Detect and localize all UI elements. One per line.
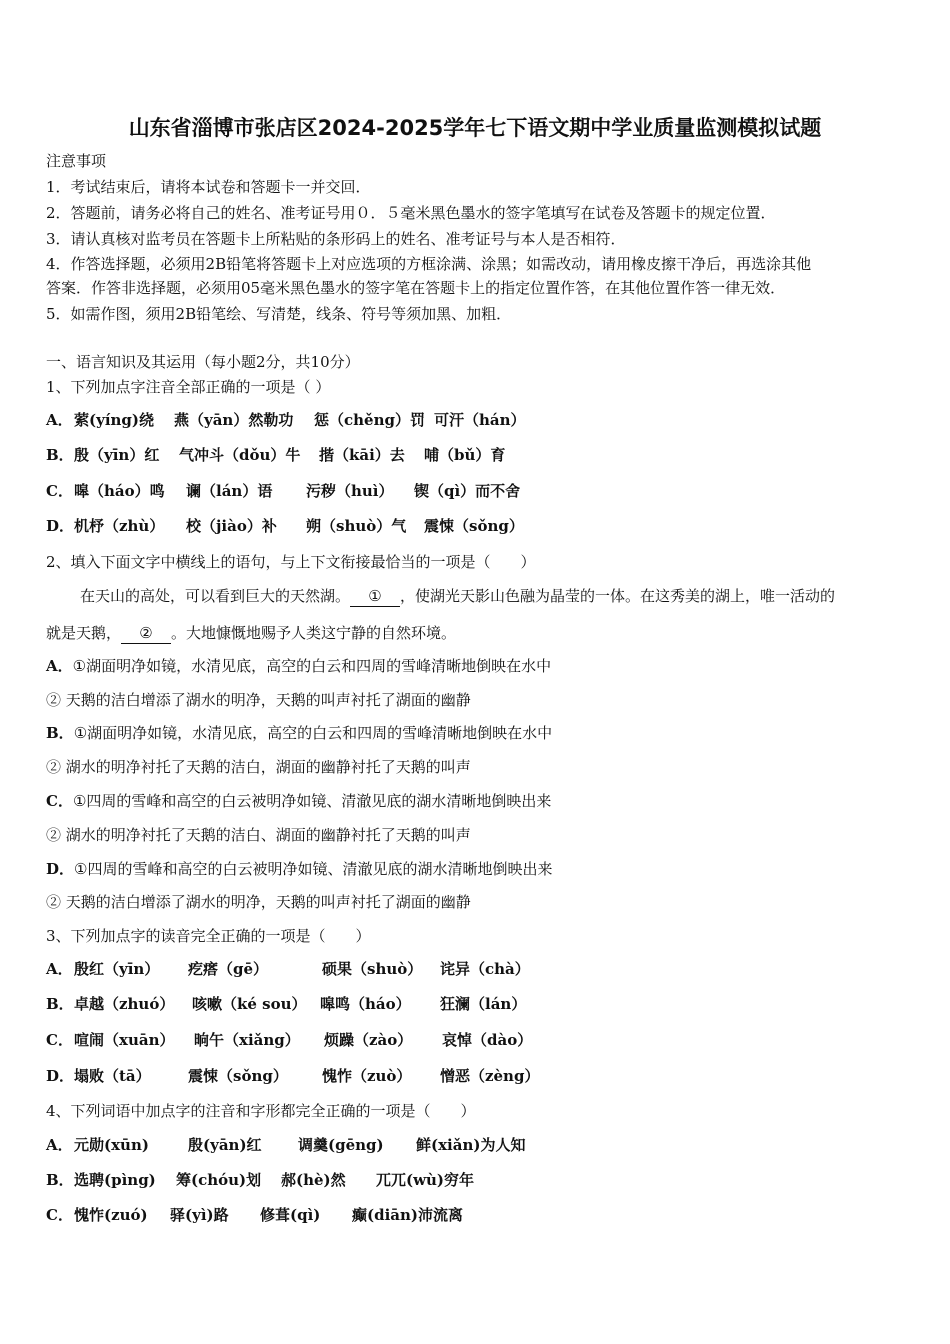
option-label: A．	[46, 1136, 73, 1154]
option-text: ①四周的雪峰和高空的白云被明净如镜、清澈见底的湖水清晰地倒映出来	[74, 860, 553, 878]
option-item: 燕（yān）然勒功	[174, 411, 294, 429]
option-item: 殷（yīn）红	[74, 446, 160, 464]
option-item: 嗥（háo）鸣	[74, 482, 165, 500]
q1-option-b[interactable]	[46, 445, 505, 465]
option-item: 震悚（sǒng）	[188, 1067, 288, 1085]
question-1-stem: 1、下列加点字注音全部正确的一项是（ ）	[46, 378, 331, 396]
option-item: 郝(hè)然	[281, 1171, 346, 1189]
option-item: 污秽（huì）	[306, 482, 394, 500]
passage-text: 就是天鹅，	[46, 624, 122, 642]
option-label: D．	[46, 1067, 75, 1085]
option-item: 狂澜（lán）	[440, 995, 527, 1013]
q2-option-a-line2: ② 天鹅的洁白增添了湖水的明净，天鹅的叫声衬托了湖面的幽静	[46, 691, 471, 709]
option-item: 殷红（yīn）	[74, 960, 160, 978]
notice-heading: 注意事项	[46, 152, 107, 170]
option-item: 可汗（hán）	[434, 411, 526, 429]
option-item: 元勋(xūn)	[74, 1136, 149, 1154]
q2-option-d[interactable]	[46, 859, 552, 879]
option-item: 惩（chěng）罚	[314, 411, 425, 429]
q1-option-a[interactable]	[46, 410, 526, 430]
blank-1: ①	[350, 586, 400, 607]
option-item: 硕果（shuò）	[322, 960, 423, 978]
q3-option-d[interactable]	[46, 1066, 539, 1086]
option-item: 癫(diān)沛流离	[352, 1206, 464, 1224]
option-item: 选聘(pìng)	[74, 1171, 156, 1189]
option-item: 疙瘩（gē）	[188, 960, 269, 978]
option-label: C．	[46, 792, 73, 810]
notice-item: 1．考试结束后，请将本试卷和答题卡一并交回．	[46, 178, 371, 196]
passage-text: 。大地慷慨地赐予人类这宁静的自然环境。	[171, 624, 457, 642]
q2-option-c[interactable]	[46, 791, 551, 811]
q1-option-c[interactable]	[46, 481, 520, 501]
notice-item: 5．如需作图，须用2B铅笔绘、写清楚，线条、符号等须加黑、加粗．	[46, 305, 512, 323]
question-4-stem: 4、下列词语中加点字的注音和字形都完全正确的一项是（ ）	[46, 1102, 476, 1120]
option-item: 诧异（chà）	[440, 960, 530, 978]
notice-item: 3．请认真核对监考员在答题卡上所粘贴的条形码上的姓名、准考证号与本人是否相符．	[46, 230, 626, 248]
q2-option-a[interactable]	[46, 656, 551, 676]
option-item: 殷(yān)红	[188, 1136, 262, 1154]
option-label: A．	[46, 960, 73, 978]
q2-passage-line-1	[80, 586, 835, 607]
option-item: 筹(chóu)划	[176, 1171, 262, 1189]
page-title: 山东省淄博市张店区2024-2025学年七下语文期中学业质量监测模拟试题	[128, 116, 822, 140]
option-item: 哀悼（dào）	[442, 1031, 533, 1049]
q4-option-a[interactable]	[46, 1135, 525, 1155]
option-label: B．	[46, 724, 74, 742]
option-item: 萦(yíng)绕	[74, 411, 155, 429]
option-item: 调羹(gēng)	[298, 1136, 384, 1154]
option-text: ①湖面明净如镜，水清见底，高空的白云和四周的雪峰清晰地倒映在水中	[72, 657, 552, 675]
option-label: C．	[46, 1031, 73, 1049]
notice-item: 4．作答选择题，必须用2B铅笔将答题卡上对应选项的方框涂满、涂黑；如需改动，请用橡皮擦干净后，再选涂其他	[46, 255, 812, 273]
passage-text: ，使湖光天影山色融为晶莹的一体。在这秀美的湖上，唯一活动的	[400, 587, 836, 605]
option-item: 锲（qì）而不舍	[414, 482, 521, 500]
section-heading: 一、语言知识及其运用（每小题2分，共10分）	[46, 353, 360, 371]
blank-2: ②	[121, 623, 171, 644]
option-label: B．	[46, 1171, 74, 1189]
q3-option-c[interactable]	[46, 1030, 532, 1050]
q4-option-b[interactable]	[46, 1170, 474, 1190]
option-label: C．	[46, 1206, 73, 1224]
option-item: 嗥鸣（háo）	[320, 995, 411, 1013]
option-item: 烦躁（zào）	[324, 1031, 413, 1049]
option-item: 鲜(xiǎn)为人知	[416, 1136, 526, 1154]
notice-item: 答案．作答非选择题，必须用05毫米黑色墨水的签字笔在答题卡上的指定位置作答，在其他位置作答一律无效．	[46, 279, 786, 297]
option-item: 晌午（xiǎng）	[194, 1031, 300, 1049]
notice-item: 2．答题前，请务必将自己的姓名、准考证号用０．５毫米黑色墨水的签字笔填写在试卷及答题卡的规定位置．	[46, 204, 776, 222]
option-label: D．	[46, 517, 75, 535]
q2-option-c-line2: ② 湖水的明净衬托了天鹅的洁白、湖面的幽静衬托了天鹅的叫声	[46, 826, 471, 844]
option-item: 兀兀(wù)穷年	[376, 1171, 475, 1189]
option-text: ①四周的雪峰和高空的白云被明净如镜、清澈见底的湖水清晰地倒映出来	[72, 792, 552, 810]
option-item: 驿(yì)路	[170, 1206, 229, 1224]
option-item: 揩（kāi）去	[319, 446, 405, 464]
option-item: 喧闹（xuān）	[74, 1031, 175, 1049]
q2-option-d-line2: ② 天鹅的洁白增添了湖水的明净，天鹅的叫声衬托了湖面的幽静	[46, 893, 471, 911]
q2-option-b-line2: ② 湖水的明净衬托了天鹅的洁白，湖面的幽静衬托了天鹅的叫声	[46, 758, 471, 776]
option-item: 憎恶（zèng）	[440, 1067, 540, 1085]
option-label: B．	[46, 995, 74, 1013]
option-label: B．	[46, 446, 74, 464]
option-item: 愧怍(zuó)	[74, 1206, 148, 1224]
question-3-stem: 3、下列加点字的读音完全正确的一项是（ ）	[46, 927, 371, 945]
option-item: 咳嗽（ké sou）	[192, 995, 307, 1013]
option-item: 朔（shuò）气	[306, 517, 407, 535]
option-item: 谰（lán）语	[186, 482, 273, 500]
q3-option-b[interactable]	[46, 994, 526, 1014]
option-item: 愧怍（zuò）	[322, 1067, 412, 1085]
q2-passage-line-2	[46, 623, 456, 644]
option-label: A．	[46, 411, 73, 429]
q1-option-d[interactable]	[46, 516, 524, 536]
q4-option-c[interactable]	[46, 1205, 463, 1225]
q3-option-a[interactable]	[46, 959, 530, 979]
option-item: 气冲斗（dǒu）牛	[179, 446, 301, 464]
passage-text: 在天山的高处，可以看到巨大的天然湖。	[80, 587, 351, 605]
q2-option-b[interactable]	[46, 723, 552, 743]
question-2-stem: 2、填入下面文字中横线上的语句，与上下文衔接最恰当的一项是（ ）	[46, 553, 536, 571]
option-item: 哺（bǔ）育	[424, 446, 506, 464]
option-text: ①湖面明净如镜，水清见底，高空的白云和四周的雪峰清晰地倒映在水中	[73, 724, 553, 742]
option-item: 机杼（zhù）	[74, 517, 165, 535]
option-item: 塌败（tā）	[74, 1067, 151, 1085]
option-label: A．	[46, 657, 73, 675]
option-label: C．	[46, 482, 73, 500]
option-item: 卓越（zhuó）	[74, 995, 175, 1013]
option-item: 震悚（sǒng）	[424, 517, 524, 535]
option-item: 修葺(qì)	[260, 1206, 321, 1224]
option-label: D．	[46, 860, 75, 878]
option-item: 校（jiào）补	[186, 517, 277, 535]
